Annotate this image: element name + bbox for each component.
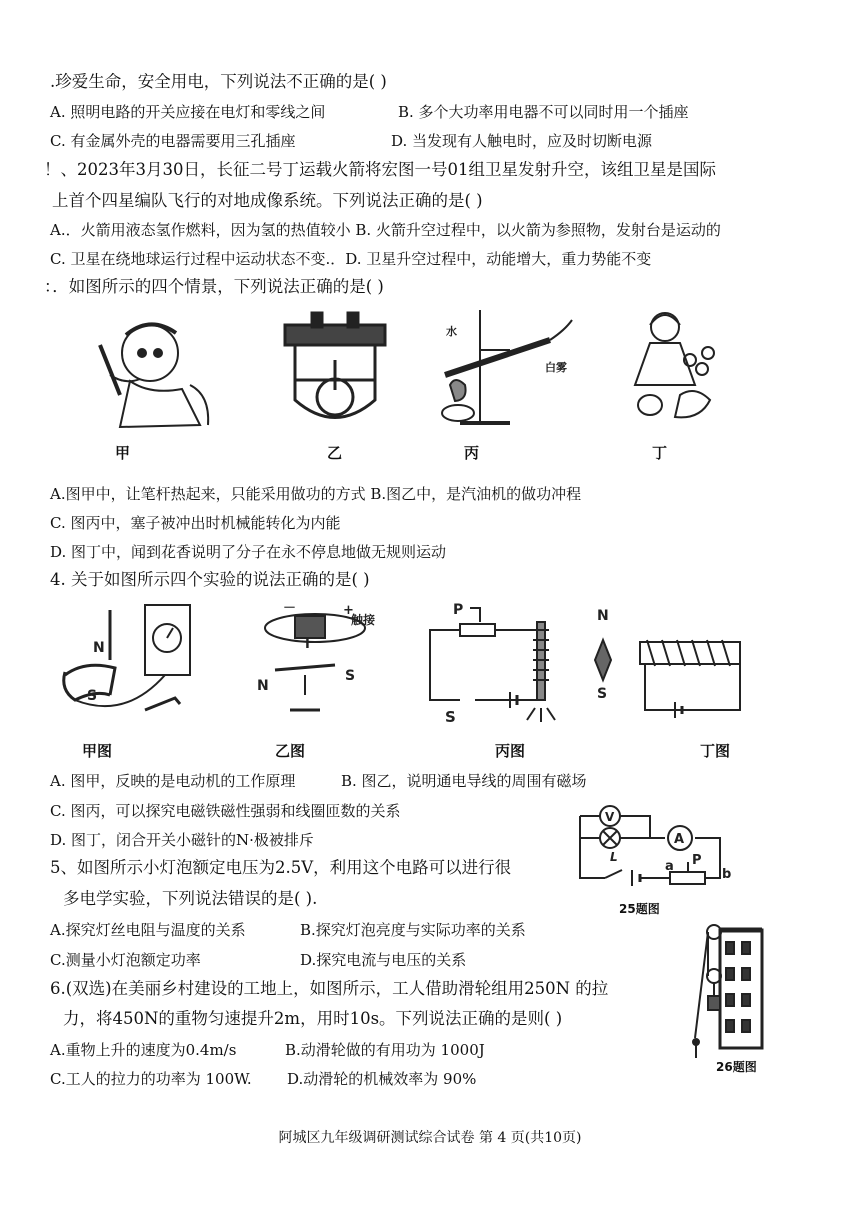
q3-options-ab: A.图甲中，让笔杆热起来，只能采用做功的方式 B.图乙中，是汽油机的做功冲程 — [50, 485, 582, 503]
q3-option-c: C. 图丙中，塞子被冲出时机械能转化为内能 — [50, 514, 341, 532]
q5-option-c: C.测量小灯泡额定功率 — [50, 951, 201, 969]
engine-cylinder-illustration — [285, 313, 385, 418]
q6-option-d: D.动滑轮的机械效率为 90% — [287, 1070, 477, 1088]
q4-yi-label-minus: － — [283, 601, 297, 616]
q4-option-a: A. 图甲，反映的是电动机的工作原理 — [50, 772, 296, 790]
q6-option-a: A.重物上升的速度为0.4m/s — [50, 1041, 237, 1059]
q4-figure — [55, 600, 755, 730]
q5-stem-line2: 多电学实验，下列说法错误的是( ). — [63, 889, 318, 908]
q4-caption-jia: 甲图 — [82, 742, 113, 760]
q3-caption-bing: 丙 — [464, 444, 480, 462]
q6-stem-line2: 力，将450N的重物匀速提升2m，用时10s。下列说法正确的是则( ) — [63, 1009, 563, 1028]
q3-label-water: 水 — [446, 325, 457, 338]
q4-stem: 4. 关于如图所示四个实验的说法正确的是( ) — [50, 570, 370, 589]
q4-bing-label-s: S — [445, 708, 456, 726]
q5-stem-line1: 5、如图所示小灯泡额定电压为2.5V，利用这个电路可以进行很 — [50, 858, 512, 877]
q4-yi-label-s: S — [345, 668, 356, 684]
q6-stem-line1: 6.(双选)在美丽乡村建设的工地上，如图所示，工人借助滑轮组用250N 的拉 — [50, 979, 609, 998]
voltmeter-label: V — [605, 810, 615, 824]
q4-yi-label-current: I — [305, 637, 310, 652]
q3-label-white-mist: 白雾 — [545, 361, 567, 374]
q1-option-a: A. 照明电路的开关应接在电灯和零线之间 — [50, 103, 326, 121]
q4-caption-ding: 丁图 — [700, 742, 731, 760]
q5-option-b: B.探究灯泡亮度与实际功率的关系 — [300, 921, 526, 939]
q4-caption-bing: 丙图 — [495, 742, 526, 760]
q4-option-d: D. 图丁，闭合开关小磁针的N·极被排斥 — [50, 831, 314, 849]
ammeter-label: A — [674, 832, 685, 847]
girl-smelling-flowers-illustration — [635, 313, 714, 417]
q5-figure-caption: 25题图 — [619, 902, 660, 916]
rheostat-slider-label: P — [692, 853, 702, 868]
solenoid-compass-illustration — [595, 608, 740, 718]
boy-rubbing-pen-illustration — [100, 324, 208, 427]
q5-option-d: D.探究电流与电压的关系 — [300, 951, 467, 969]
q4-yi-label-plus: + — [343, 603, 354, 618]
rheostat-end-a-label: a — [665, 859, 674, 874]
q6-pulley-building-figure — [690, 918, 770, 1068]
q1-option-d: D. 当发现有人触电时，应及时切断电源 — [391, 132, 653, 150]
q4-caption-yi: 乙图 — [275, 742, 306, 760]
rheostat-end-b-label: b — [722, 867, 732, 882]
q1-option-b: B. 多个大功率用电器不可以同时用一个插座 — [398, 103, 689, 121]
q4-option-c: C. 图丙，可以探究电磁铁磁性强弱和线圈匝数的关系 — [50, 802, 401, 820]
q3-figure — [90, 305, 730, 435]
q3-caption-yi: 乙 — [327, 444, 343, 462]
q1-option-c: C. 有金属外壳的电器需要用三孔插座 — [50, 132, 296, 150]
induction-experiment-illustration — [64, 605, 190, 710]
test-tube-heating-illustration — [442, 310, 572, 423]
page-footer: 阿城区九年级调研测试综合试卷 第 4 页(共10页) — [278, 1130, 582, 1146]
q6-figure-caption: 26题图 — [716, 1060, 757, 1074]
q4-ding-label-n: N — [597, 608, 609, 624]
electromagnet-circuit-illustration — [430, 602, 555, 726]
q2-stem-line2: 上首个四星编队飞行的对地成像系统。下列说法正确的是( ) — [52, 191, 483, 210]
q4-yi-label-n: N — [257, 678, 269, 694]
q5-circuit-figure — [570, 798, 740, 898]
q3-caption-jia: 甲 — [115, 444, 131, 462]
oersted-experiment-illustration — [257, 601, 375, 710]
q2-options-cd: C. 卫星在绕地球运行过程中运动状态不变.．D. 卫星升空过程中，动能增大，重力势能不变 — [50, 250, 652, 268]
q4-bing-label-p: P — [453, 602, 464, 618]
q4-option-b: B. 图乙，说明通电导线的周围有磁场 — [341, 772, 587, 790]
q6-option-c: C.工人的拉力的功率为 100W. — [50, 1070, 252, 1088]
q4-jia-label-s: S — [87, 688, 98, 704]
q3-caption-ding: 丁 — [652, 444, 668, 462]
q3-option-d: D. 图丁中，闻到花香说明了分子在永不停息地做无规则运动 — [50, 543, 447, 561]
q4-ding-label-s: S — [597, 686, 608, 702]
lamp-label: L — [610, 850, 618, 864]
q5-option-a: A.探究灯丝电阻与温度的关系 — [50, 921, 246, 939]
q4-jia-label-n: N — [93, 640, 105, 656]
q3-stem: ：．如图所示的四个情景，下列说法正确的是( ) — [44, 277, 384, 296]
q2-options-ab: A.．火箭用液态氢作燃料，因为氢的热值较小 B. 火箭升空过程中，以火箭为参照物，发射台是运动的 — [50, 221, 721, 239]
q6-option-b: B.动滑轮做的有用功为 1000J — [285, 1041, 485, 1059]
q4-yi-label-touch: 触接 — [351, 613, 376, 627]
q1-stem: .珍爱生命，安全用电，下列说法不正确的是( ) — [50, 72, 387, 91]
q2-stem-line1: ！、2023年3月30日，长征二号丁运载火箭将宏图一号01组卫星发射升空，该组卫星是国际 — [44, 160, 716, 179]
